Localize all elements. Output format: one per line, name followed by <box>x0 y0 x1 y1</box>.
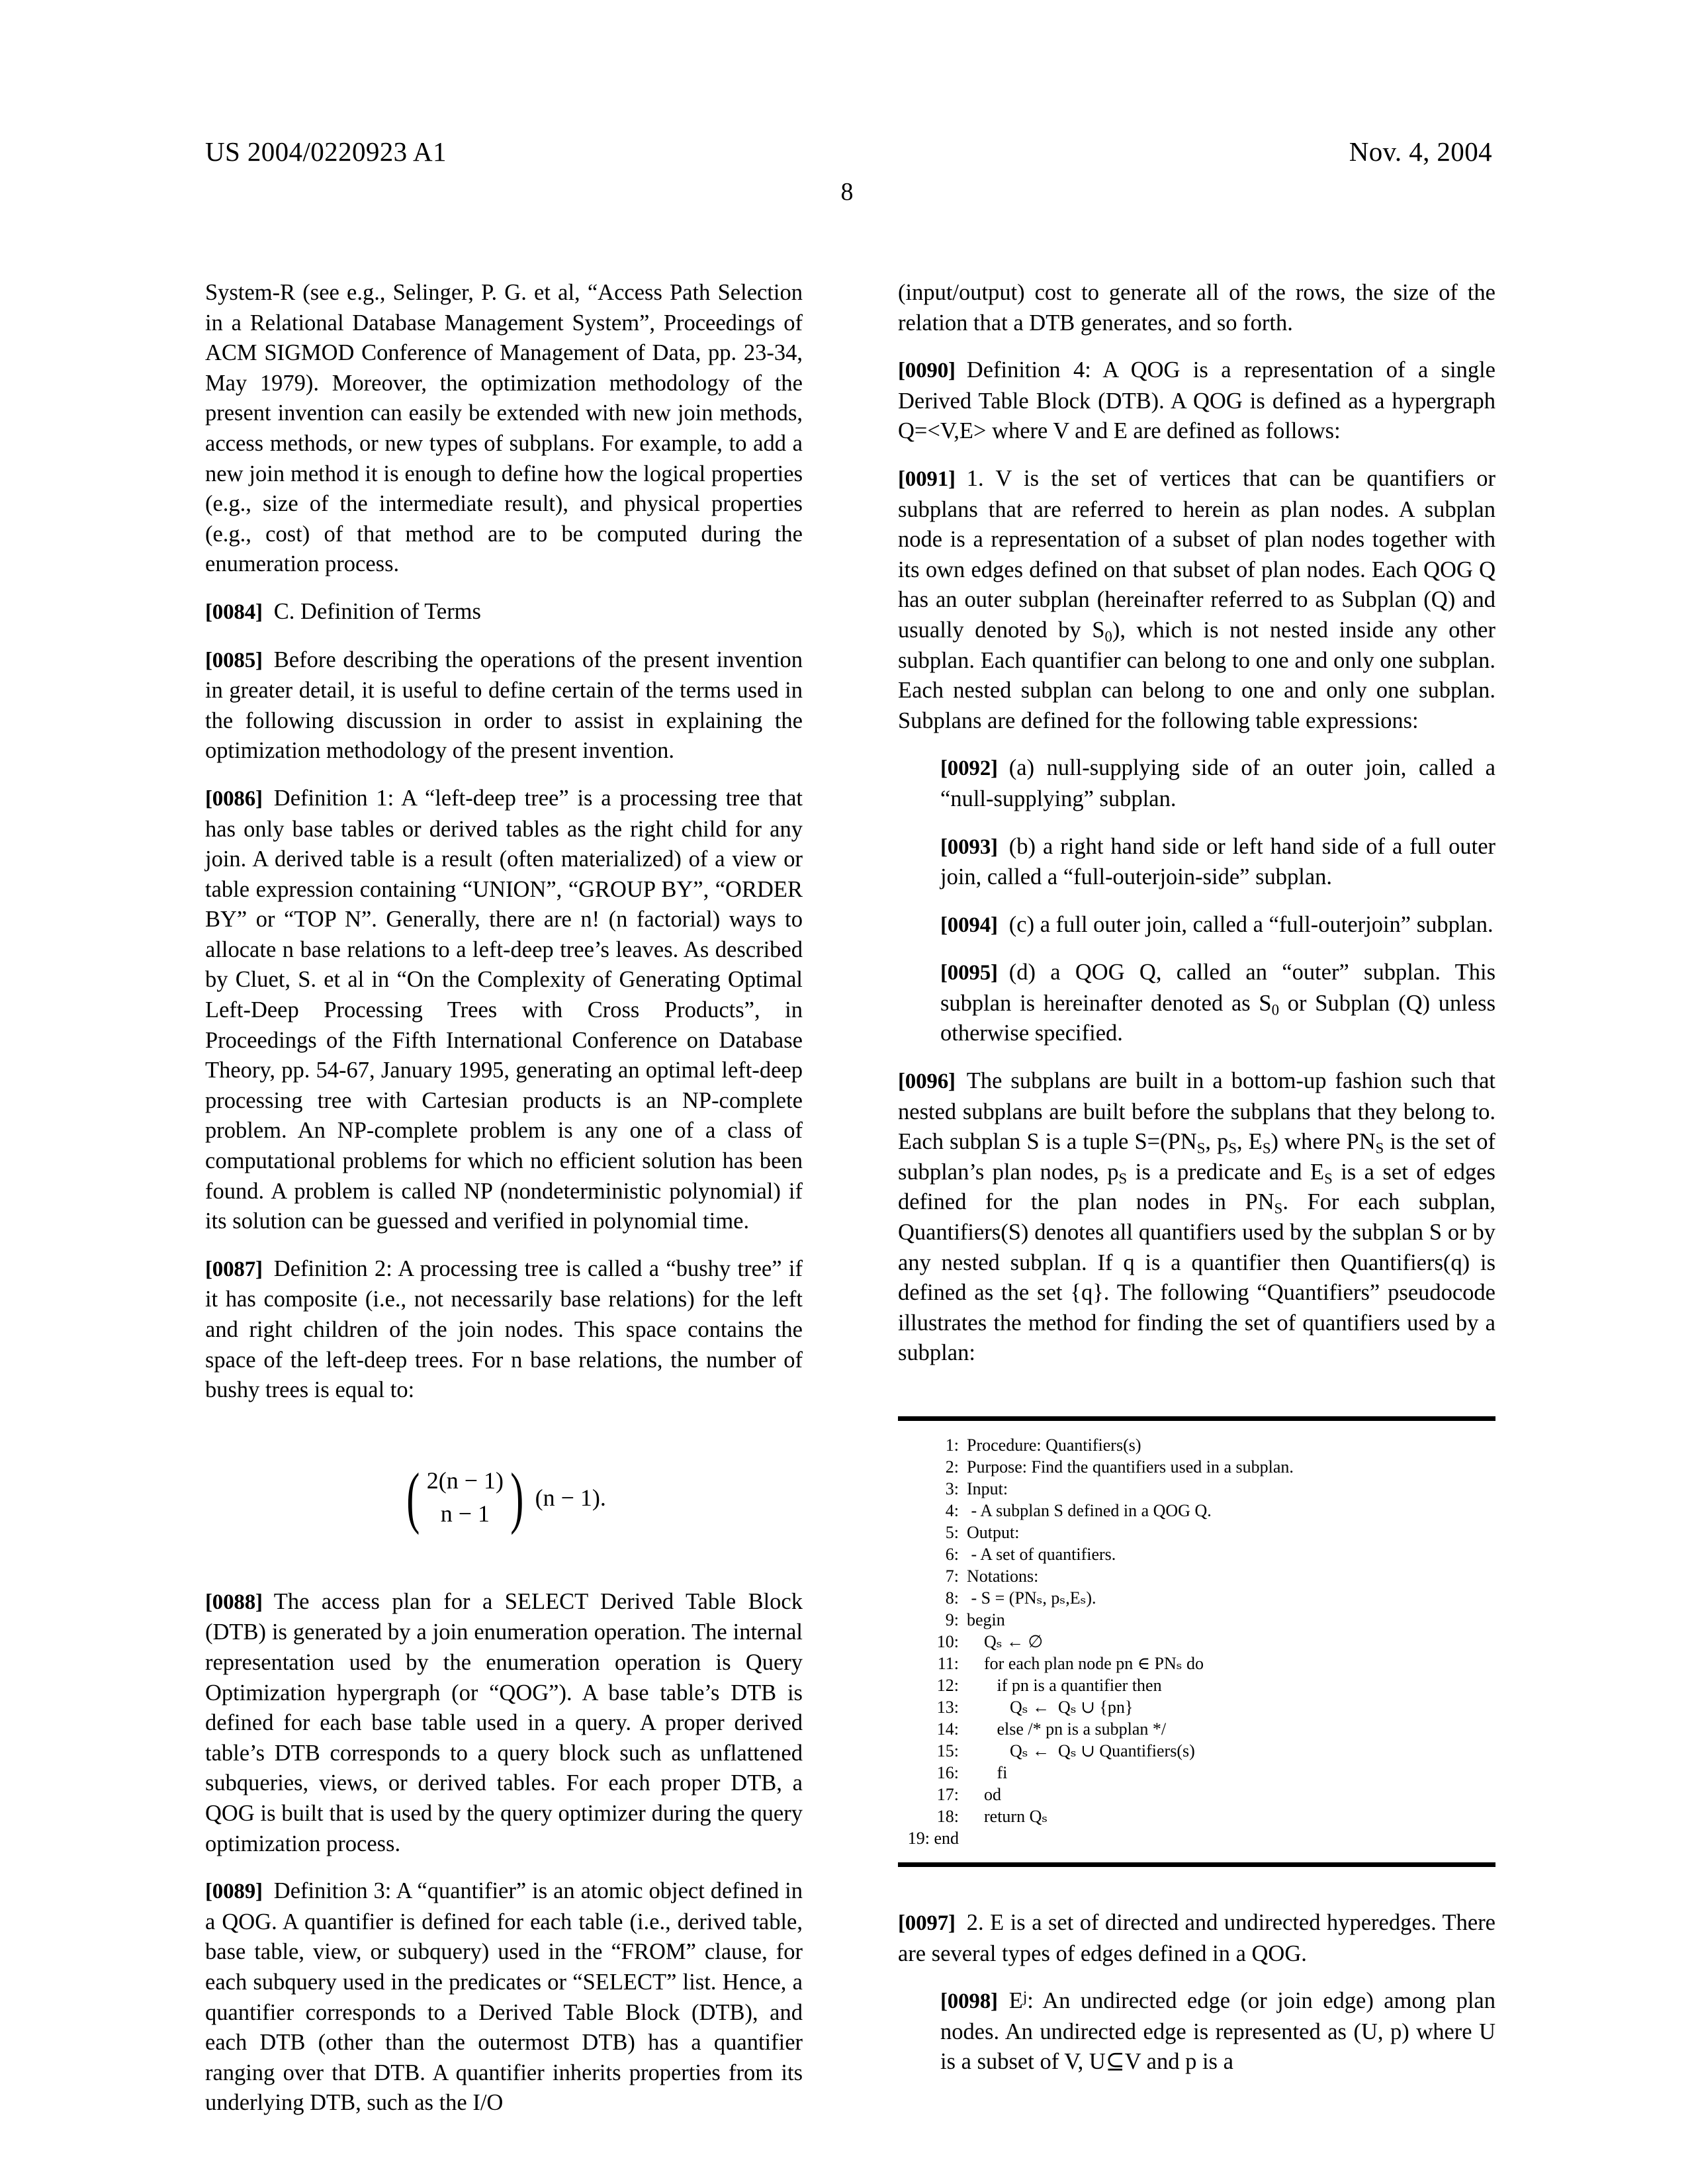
pseudocode-line-number: 18: <box>936 1807 959 1826</box>
paragraph-text-0084: C. Definition of Terms <box>273 598 481 624</box>
paragraph-text-0085: Before describing the operations of the present invention in greater detail, it is useful to define certain of the terms used in the following discussion in order to assist in explaining the optimization methodology of the present invention. <box>205 647 803 764</box>
pseudocode-line-number: 14: <box>936 1719 959 1739</box>
pseudocode-line <box>898 1631 1495 1653</box>
paragraph-continued-left: System-R (see e.g., Selinger, P. G. et al, “Access Path Selection in a Relational Database Management System”, Proceedings of ACM SIGMOD Conference of Management of Data, pp. 23-34, May 1979). Moreover, the optimization methodology of the present invention can easily be extended with new join methods, access methods, or new types of subplans. For example, to add a new join method it is enough to define how the logical properties (e.g., size of the intermediate result), and physical properties (e.g., cost) of that method are to be computed during the enumeration process. <box>205 280 803 577</box>
paragraph-text-0091-part2: ), which is not nested inside any other subplan. Each quantifier can belong to one and only one subplan. Each nested subplan can belong to one and only one subplan. Subplans are defined for the following table expressions: <box>898 617 1495 733</box>
pseudocode-line-text: - A subplan S defined in a QOG Q. <box>967 1501 1212 1520</box>
paragraph-number-0088: [0088] <box>205 1590 263 1614</box>
subscript-pn-s-3: S <box>1274 1200 1283 1217</box>
paragraph-text-0096-1: The subplans are built in a bottom-up fashion such that nested subplans are built before the subplans that they belong to. Each subplan S is a tuple S=(PN <box>898 1068 1495 1155</box>
paragraph-text-0091-part1: 1. V is the set of vertices that can be quantifiers or subplans that are referred to herein as plan nodes. A subplan node is a representation of a subset of plan nodes together with its own edges defined on that subset of plan nodes. Each QOG Q has an outer subplan (hereinafter referred to as Subplan (Q) and usually denoted by S <box>898 465 1495 643</box>
subscript-e-s-1: S <box>1262 1140 1271 1157</box>
pseudocode-bottom-rule <box>898 1862 1495 1867</box>
paragraph-text-0096-7: is a set of edges defined for the plan nodes in PN <box>898 1159 1495 1215</box>
pseudocode-line-text <box>967 1827 1495 1849</box>
paragraph-text-0096-6: is a predicate and E <box>1127 1159 1325 1185</box>
subscript-subplan-zero: 0 <box>1104 628 1112 645</box>
subscript-pn-s-1: S <box>1196 1140 1206 1157</box>
paragraph-number-0089: [0089] <box>205 1880 263 1904</box>
paragraph-0093 <box>940 832 1495 893</box>
paragraph-text-0096-3: , E <box>1237 1129 1263 1155</box>
pseudocode-top-rule <box>898 1416 1495 1421</box>
pseudocode-line-text: for each plan node pn ∈ PNₛ do <box>967 1654 1204 1673</box>
pseudocode-line-number: 12: <box>936 1676 959 1695</box>
paragraph-text-0096-5: is the set of subplan’s plan nodes, p <box>898 1129 1496 1185</box>
pseudocode-line-text: Qₛ ← Qₛ ∪ {pn} <box>967 1698 1134 1717</box>
pseudocode-line-number: 3: <box>945 1479 959 1498</box>
pseudocode-line <box>898 1827 1495 1849</box>
paragraph-0091 <box>898 464 1495 736</box>
paragraph-text-0086: Definition 1: A “left-deep tree” is a processing tree that has only base tables or derived tables as the right child for any join. A derived table is a result (often materialized) of a view or table expression containing “UNION”, “GROUP BY”, “ORDER BY” or “TOP N”. Generally, there are n! (n factorial) ways to allocate n base relations to a left-deep tree’s leaves. As described by Cluet, S. et al in “On the Complexity of Generating Optimal Left-Deep Processing Trees with Cross Products”, in Proceedings of the Fifth International Conference on Database Theory, pp. 54-67, January 1995, generating an optimal left-deep processing tree with Cartesian products is an NP-complete problem. An NP-complete problem is any one of a class of computational problems for which no efficient solution has been found. A problem is called NP (nondeterministic polynomial) if its solution can be guessed and verified in polynomial time. <box>205 785 803 1234</box>
paragraph-0095 <box>940 958 1495 1049</box>
paragraph-0084 <box>205 597 803 628</box>
running-head <box>205 136 1492 167</box>
paragraph-text-0096-8: . For each subplan, Quantifiers(S) denotes all quantifiers used by the subplan S or by any nested subplan. If q is a quantifier then Quantifiers(q) is defined as the set {q}. The following “Quantifiers” pseudocode illustrates the method for finding the set of quantifiers used by a subplan: <box>898 1189 1495 1366</box>
paragraph-number-0085: [0085] <box>205 648 263 672</box>
paragraph-0098 <box>940 1986 1495 2077</box>
subscript-p-s-2: S <box>1118 1170 1128 1187</box>
paragraph-number-0093: [0093] <box>940 835 998 859</box>
paragraph-0092 <box>940 753 1495 814</box>
pseudocode-line-number: 10: <box>936 1632 959 1651</box>
subscript-subplan-zero-0095: 0 <box>1271 1001 1280 1019</box>
pseudocode-line-text: Qₛ ← Qₛ ∪ Quantifiers(s) <box>967 1741 1195 1760</box>
paragraph-number-0095: [0095] <box>940 961 998 985</box>
paragraph-number-0090: [0090] <box>898 359 956 383</box>
paragraph-text-0090: Definition 4: A QOG is a representation of a single Derived Table Block (DTB). A QOG is defined as a hypergraph Q=<V,E> where V and E are defined as follows: <box>898 357 1495 444</box>
paragraph-number-0097: [0097] <box>898 1911 956 1935</box>
binomial-top: 2(n − 1) <box>426 1467 504 1494</box>
pseudocode-line-number: 1: <box>945 1435 959 1455</box>
paragraph-number-0084: [0084] <box>205 600 263 624</box>
pseudocode-line <box>898 1696 1495 1718</box>
pseudocode-line-text: - A set of quantifiers. <box>967 1545 1116 1564</box>
paragraph-number-0098: [0098] <box>940 1989 998 2014</box>
paragraph-text-0089: Definition 3: A “quantifier” is an atomic object defined in a QOG. A quantifier is defined for each table (i.e., derived table, base table, view, or subquery) used in the “FROM” clause, for each subquery used in the predicates or “SELECT” list. Hence, a quantifier corresponds to a Derived Table Block (DTB), and each DTB (other than the outermost DTB) has a quantifier ranging over that DTB. A quantifier inherits properties from its underlying DTB, such as the I/O <box>205 1878 803 2116</box>
binomial-coefficient <box>402 1459 529 1536</box>
paragraph-0094 <box>940 910 1495 941</box>
pseudocode-line-number: 19: end <box>907 1829 959 1848</box>
pseudocode-line-text: Output: <box>967 1523 1020 1542</box>
paragraph-0097 <box>898 1908 1495 1969</box>
paragraph-text-0094: (c) a full outer join, called a “full-outerjoin” subplan. <box>1008 911 1493 937</box>
pseudocode-line-text: od <box>967 1785 1001 1804</box>
pseudocode-line-text: Procedure: Quantifiers(s) <box>967 1435 1141 1455</box>
paragraph-number-0086: [0086] <box>205 786 263 811</box>
paragraph-text-0096-2: , p <box>1205 1129 1229 1155</box>
pseudocode-line <box>898 1543 1495 1565</box>
body-columns <box>205 278 1496 2116</box>
pseudocode-line-text: Qₛ ← ∅ <box>967 1632 1044 1651</box>
pseudocode-lines <box>898 1421 1495 1858</box>
pseudocode-line <box>898 1587 1495 1609</box>
paragraph-0087 <box>205 1254 803 1406</box>
paragraph-text-0098-part1: E <box>1008 1988 1023 2014</box>
paragraph-text-0088: The access plan for a SELECT Derived Table Block (DTB) is generated by a join enumeration operation. The internal representation used by the enumeration operation is Query Optimization hypergraph (or “QOG”). A base table’s DTB is defined for each base table used in a query. A proper derived table’s DTB corresponds to a query block such as unflattened subqueries, views, or derived tables. For each proper DTB, a QOG is built that is used by the query optimizer during the query optimization process. <box>205 1588 803 1856</box>
pseudocode-line-number: 15: <box>936 1741 959 1760</box>
publication-date: Nov. 4, 2004 <box>1349 136 1492 167</box>
right-column <box>898 278 1495 2105</box>
paragraph-text-0096-4: ) where PN <box>1270 1129 1376 1155</box>
pseudocode-line-number: 16: <box>936 1763 959 1782</box>
paragraph-text-0095-part2: or Subplan (Q) unless otherwise specified. <box>940 990 1495 1046</box>
pseudocode-line-text: begin <box>967 1610 1005 1629</box>
right-paren-icon: ) <box>510 1459 524 1536</box>
pseudocode-line <box>898 1762 1495 1784</box>
pseudocode-line <box>898 1565 1495 1587</box>
paragraph-0088 <box>205 1587 803 1859</box>
pseudocode-line-number: 6: <box>945 1545 959 1564</box>
paragraph-0089 <box>205 1876 803 2118</box>
paragraph-number-0094: [0094] <box>940 913 998 937</box>
pseudocode-line <box>898 1522 1495 1543</box>
paragraph-number-0087: [0087] <box>205 1257 263 1281</box>
pseudocode-line-number: 9: <box>945 1610 959 1629</box>
pseudocode-line-number: 17: <box>936 1785 959 1804</box>
pseudocode-line-number: 8: <box>945 1588 959 1608</box>
bushy-tree-count-formula <box>205 1448 803 1547</box>
paragraph-number-0096: [0096] <box>898 1069 956 1094</box>
paragraph-continued-right: (input/output) cost to generate all of the rows, the size of the relation that a DTB generates, and so forth. <box>898 280 1495 336</box>
pseudocode-line <box>898 1434 1495 1456</box>
paragraph-0090 <box>898 355 1495 447</box>
paragraph-text-0095-part1: (d) a QOG Q, called an “outer” subplan. This subplan is hereinafter denoted as S <box>940 960 1495 1016</box>
pseudocode-line <box>898 1478 1495 1500</box>
pseudocode-line-text: Purpose: Find the quantifiers used in a subplan. <box>967 1457 1294 1477</box>
pseudocode-line <box>898 1784 1495 1805</box>
pseudocode-line-text: fi <box>967 1763 1008 1782</box>
pseudocode-line-text: Notations: <box>967 1567 1039 1586</box>
paragraph-text-0097: 2. E is a set of directed and undirected hyperedges. There are several types of edges defined in a QOG. <box>898 1910 1495 1966</box>
pseudocode-line-text: return Qₛ <box>967 1807 1048 1826</box>
superscript-join-edge: j <box>1022 1988 1028 2005</box>
quantifiers-pseudocode-block <box>898 1416 1495 1867</box>
pseudocode-line-number: 13: <box>936 1698 959 1717</box>
pseudocode-line-number: 11: <box>937 1654 959 1673</box>
paragraph-text-0092: (a) null-supplying side of an outer join, called a “null-supplying” subplan. <box>940 755 1495 811</box>
left-paren-icon: ( <box>406 1459 420 1536</box>
pseudocode-line <box>898 1609 1495 1631</box>
pseudocode-line <box>898 1805 1495 1827</box>
left-column <box>205 278 803 2116</box>
pseudocode-line <box>898 1718 1495 1740</box>
pseudocode-line-number: 2: <box>945 1457 959 1477</box>
paragraph-0086 <box>205 784 803 1237</box>
pseudocode-line <box>898 1653 1495 1674</box>
page-number: 8 <box>840 178 854 206</box>
paragraph-0085 <box>205 645 803 766</box>
pseudocode-line-text: if pn is a quantifier then <box>967 1676 1162 1695</box>
subscript-p-s-1: S <box>1228 1140 1237 1157</box>
pseudocode-line-text: Input: <box>967 1479 1008 1498</box>
paragraph-text-0093: (b) a right hand side or left hand side of a full outer join, called a “full-outerjoin-side” subplan. <box>940 833 1495 890</box>
pseudocode-line-text: - S = (PNₛ, pₛ,Eₛ). <box>967 1588 1096 1608</box>
subscript-pn-s-2: S <box>1375 1140 1384 1157</box>
paragraph-0096 <box>898 1066 1495 1369</box>
pseudocode-line-text: else /* pn is a subplan */ <box>967 1719 1167 1739</box>
publication-number: US 2004/0220923 A1 <box>205 136 447 167</box>
paragraph-number-0092: [0092] <box>940 756 998 781</box>
pseudocode-line <box>898 1500 1495 1522</box>
pseudocode-line <box>898 1456 1495 1478</box>
formula-tail: (n − 1). <box>535 1484 606 1511</box>
pseudocode-line-number: 5: <box>945 1523 959 1542</box>
binomial-bottom: n − 1 <box>440 1500 490 1527</box>
paragraph-number-0091: [0091] <box>898 467 956 491</box>
paragraph-text-0098-part2: : An undirected edge (or join edge) among plan nodes. An undirected edge is represented as (U, p) where U is a subset of V, U⊆V and p is a <box>940 1988 1495 2075</box>
pseudocode-line <box>898 1674 1495 1696</box>
pseudocode-line <box>898 1740 1495 1762</box>
subscript-e-s-2: S <box>1324 1170 1333 1187</box>
pseudocode-line-number: 4: <box>945 1501 959 1520</box>
pseudocode-line-number: 7: <box>945 1567 959 1586</box>
paragraph-text-0087: Definition 2: A processing tree is called a “bushy tree” if it has composite (i.e., not necessarily base relations) for the left and right children of the join nodes. This space contains the space of the left-deep trees. For n base relations, the number of bushy trees is equal to: <box>205 1255 803 1403</box>
